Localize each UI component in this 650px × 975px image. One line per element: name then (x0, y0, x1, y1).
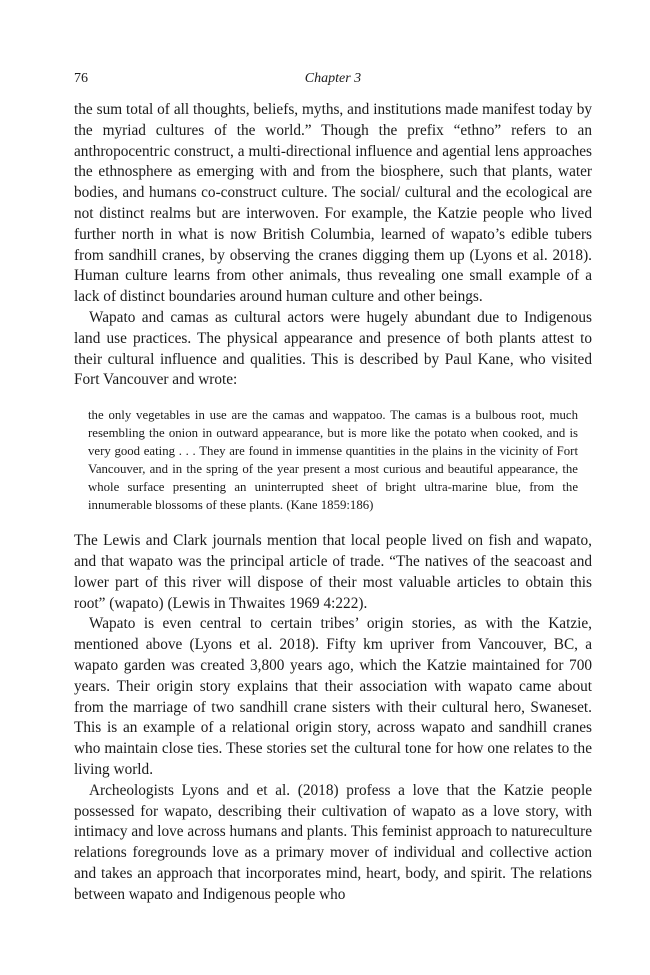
paragraph-5: Archeologists Lyons and et al. (2018) profess a love that the Katzie people possessed for wapato, describing their cultivation of wapato as a love story, with intimacy and love across humans and plants. This feminist approach to natureculture relations foregrounds love as a primary mover of individual and collective action and takes an approach that incorporates mind, heart, body, and spirit. The relations between wapato and Indigenous people who (74, 781, 592, 903)
running-head: Chapter 3 (304, 71, 362, 86)
block-quote (88, 406, 578, 514)
paragraph-1: the sum total of all thoughts, beliefs, myths, and institutions made manifest today by the myriad cultures of the world.” Though the prefix “ethno” refers to an anthropocentric construct, a multi-directional influence and agential lens approaches the ethnosphere as emerging with and from the biosphere, such that plants, water bodies, and humans co-construct culture. The social/ cultural and the ecological are not distinct realms but are interwoven. For example, the Katzie people who lived further north in what is now British Columbia, learned of wapato’s edible tubers from sandhill cranes, by observing the cranes digging them up (Lyons et al. 2018). Human culture learns from other animals, thus revealing one small example of a lack of distinct boundaries around human culture and other beings. (74, 101, 592, 306)
page-header (74, 69, 592, 89)
paragraph-2: Wapato and camas as cultural actors were hugely abundant due to Indigenous land use practices. The physical appearance and presence of both plants attest to their cultural influence and qualities. This is described by Paul Kane, who visited Fort Vancouver and wrote: (74, 308, 592, 389)
paragraph-4: Wapato is even central to certain tribes’ origin stories, as with the Katzie, mentioned above (Lyons et al. 2018). Fifty km upriver from Vancouver, BC, a wapato garden was created 3,800 years ago, which the Katzie maintained for 700 years. Their origin story explains that their association with wapato came about from the marriage of two sandhill crane sisters with their cultural hero, Swaneset. This is an example of a relational origin story, across wapato and sandhill cranes who maintain close ties. These stories set the cultural tone for how one relates to the living world. (74, 615, 592, 778)
block-quote-text: the only vegetables in use are the camas and wappatoo. The camas is a bulbous root, much resembling the onion in outward appearance, but is more like the potato when cooked, and is very good eating . . . They are found in immense quantities in the plains in the vicinity of Fort Vancouver, and in the spring of the year present a most curious and beautiful appearance, the whole surface presenting an uninterrupted sheet of bright ultra-marine blue, from the innumerable blossoms of these plants. (Kane 1859:186) (88, 408, 578, 513)
paragraph-3: The Lewis and Clark journals mention that local people lived on fish and wapato, and that wapato was the principal article of trade. “The natives of the seacoast and lower part of this river will dispose of their most valuable articles to obtain this root” (wapato) (Lewis in Thwaites 1969 4:222). (74, 532, 592, 612)
body-text (74, 100, 592, 906)
page-number: 76 (74, 71, 88, 86)
